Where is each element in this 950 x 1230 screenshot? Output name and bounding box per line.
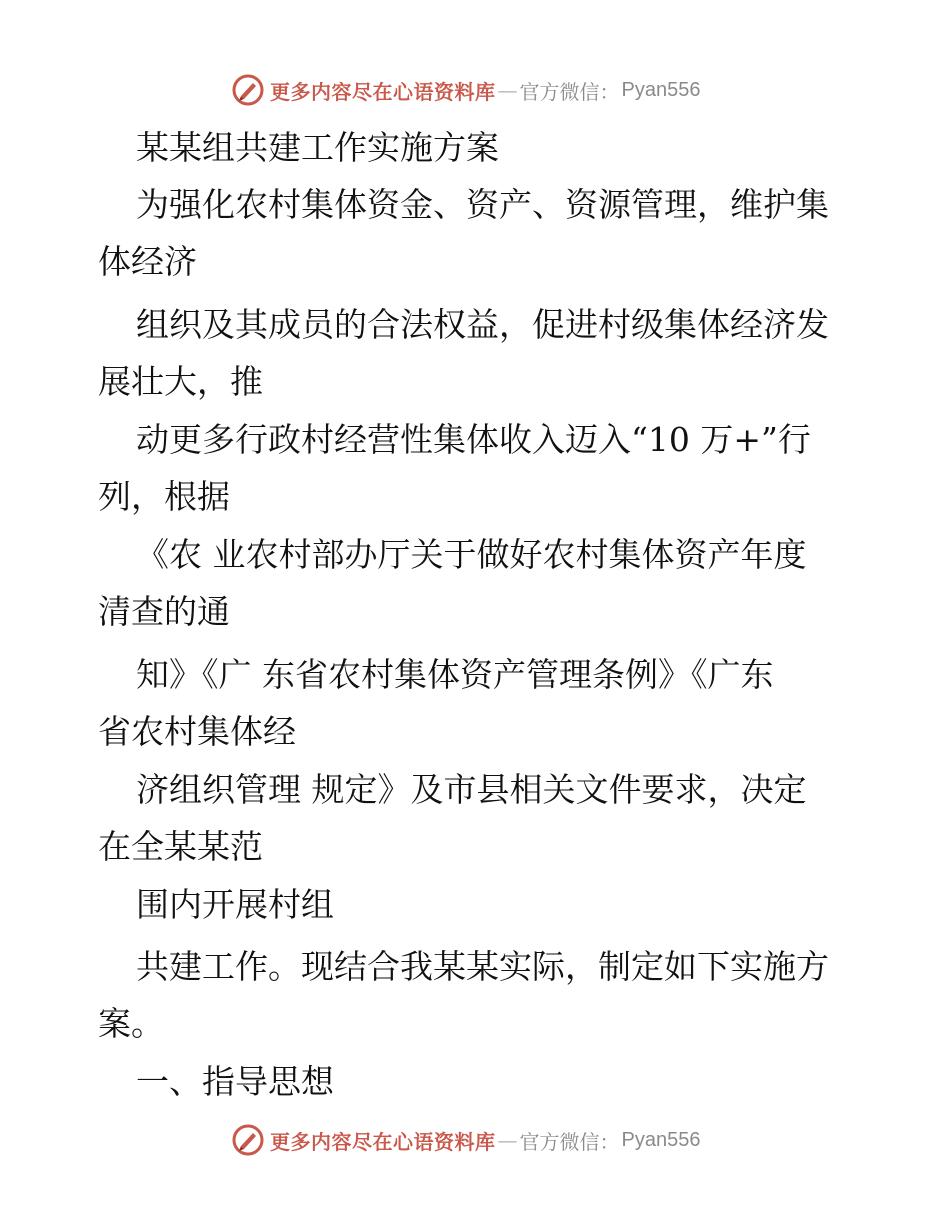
body-line: 为强化农村集体资金、资产、资源管理，维护集 [136,185,829,224]
body-line: 共建工作。现结合我某某实际，制定如下实施方 [136,947,829,986]
banner-official-label: 官方微信： [519,79,620,104]
body-line: 案。 [98,1004,164,1043]
banner-brand-text: 更多内容尽在心语资料库 [270,1129,496,1154]
document-title: 某某组共建工作实施方案 [136,128,499,167]
header-watermark-banner [232,72,700,108]
section-heading: 一、指导思想 [136,1062,334,1101]
body-line: 动更多行政村经营性集体收入迈入“10 万+”行 [136,420,811,459]
body-line: 展壮大，推 [98,362,263,401]
body-line: 围内开展村组 [136,885,334,924]
body-line: 组织及其成员的合法权益，促进村级集体经济发 [136,305,829,344]
body-line: 省农村集体经 [98,712,296,751]
footer-watermark-banner [232,1122,700,1158]
body-line: 清查的通 [98,592,230,631]
banner-brand-text: 更多内容尽在心语资料库 [270,79,496,104]
banner-official-label: 官方微信： [519,1129,620,1154]
banner-separator: — [497,1128,518,1152]
banner-separator: — [497,78,518,102]
banner-wechat-id: Pyan556 [621,78,701,101]
body-line: 《农 业农村部办厅关于做好农村集体资产年度 [136,535,807,574]
pen-logo-icon [232,74,264,106]
body-line: 列，根据 [98,477,230,516]
body-line: 知》《广 东省农村集体资产管理条例》《广东 [136,655,774,694]
body-line: 在全某某范 [98,827,263,866]
body-line: 济组织管理 规定》及市县相关文件要求，决定 [136,770,807,809]
banner-wechat-id: Pyan556 [621,1128,701,1151]
body-line: 体经济 [98,242,197,281]
pen-logo-icon [232,1124,264,1156]
